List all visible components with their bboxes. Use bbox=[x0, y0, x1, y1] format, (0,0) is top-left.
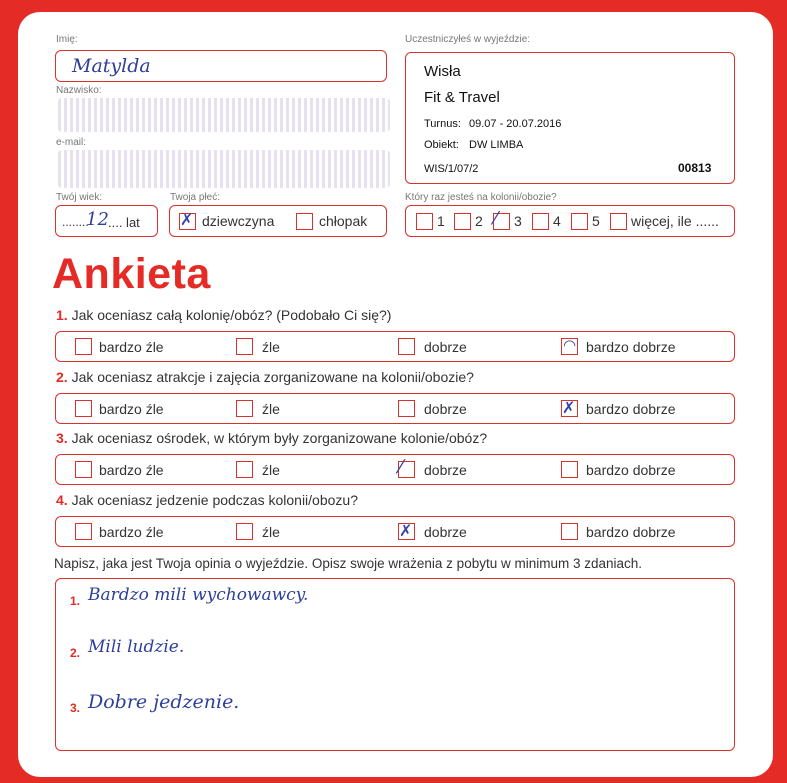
times-checkbox-5[interactable] bbox=[571, 213, 588, 230]
email-label: e-mail: bbox=[56, 137, 87, 148]
trip-name: Fit & Travel bbox=[424, 89, 500, 106]
times-option-3: 3 bbox=[514, 213, 522, 229]
gender-option-girl: dziewczyna bbox=[202, 213, 275, 229]
q4-option-bad: źle bbox=[262, 524, 280, 540]
opinion-line-2-number: 2. bbox=[70, 646, 81, 660]
q3-option-very-good: bardzo dobrze bbox=[586, 462, 676, 478]
question-3-options bbox=[55, 454, 735, 485]
question-1-options bbox=[55, 331, 735, 362]
q3-checkbox-very-good[interactable] bbox=[561, 461, 578, 478]
times-check-mark: ⁄ bbox=[494, 208, 498, 229]
question-2-text: Jak oceniasz atrakcje i zajęcia zorganizowane na kolonii/obozie? bbox=[71, 369, 474, 385]
surname-redacted bbox=[58, 98, 390, 132]
name-value: Matylda bbox=[72, 55, 151, 77]
age-field[interactable] bbox=[55, 205, 158, 237]
q3-option-good: dobrze bbox=[424, 462, 467, 478]
age-suffix: .... lat bbox=[108, 215, 140, 230]
q2-checkbox-bad[interactable] bbox=[236, 400, 253, 417]
gender-checkbox-girl[interactable] bbox=[179, 210, 196, 230]
page-title: Ankieta bbox=[52, 250, 211, 298]
times-label: Który raz jesteś na kolonii/obozie? bbox=[405, 192, 557, 203]
question-1-number: 1. bbox=[56, 307, 68, 323]
question-3-text: Jak oceniasz ośrodek, w którym były zorganizowane kolonie/obóz? bbox=[71, 430, 488, 446]
times-option-more: więcej, ile ...... bbox=[631, 213, 719, 229]
age-label: Twój wiek: bbox=[56, 192, 103, 203]
times-checkbox-3[interactable] bbox=[493, 208, 510, 230]
gender-option-boy: chłopak bbox=[319, 213, 368, 229]
q3-checkbox-good[interactable] bbox=[398, 456, 415, 478]
times-checkbox-more[interactable] bbox=[610, 213, 627, 230]
question-3 bbox=[56, 430, 487, 446]
q1-option-very-bad: bardzo źle bbox=[99, 339, 164, 355]
turnus-value: 09.07 - 20.07.2016 bbox=[469, 118, 562, 130]
q1-checkbox-bad[interactable] bbox=[236, 338, 253, 355]
times-option-4: 4 bbox=[553, 213, 561, 229]
trip-info-box bbox=[405, 52, 735, 184]
name-label: Imię: bbox=[56, 34, 78, 45]
question-4-options bbox=[55, 516, 735, 547]
q3-checkbox-bad[interactable] bbox=[236, 461, 253, 478]
q2-checkbox-very-good[interactable] bbox=[561, 400, 578, 417]
times-option-1: 1 bbox=[437, 213, 445, 229]
times-option-2: 2 bbox=[475, 213, 483, 229]
q2-check-mark: ✗ bbox=[562, 398, 576, 417]
q1-option-very-good: bardzo dobrze bbox=[586, 339, 676, 355]
q4-option-good: dobrze bbox=[424, 524, 467, 540]
q3-checkbox-very-bad[interactable] bbox=[75, 461, 92, 478]
trip-code: WIS/1/07/2 bbox=[424, 163, 479, 175]
question-2 bbox=[56, 369, 474, 385]
opinion-line-1-text: Bardzo mili wychowawcy. bbox=[88, 585, 309, 605]
surname-label: Nazwisko: bbox=[56, 85, 102, 96]
object-label: Obiekt: bbox=[424, 139, 459, 151]
opinion-line-3-number: 3. bbox=[70, 701, 81, 715]
question-1-text: Jak oceniasz całą kolonię/obóz? (Podobało Ci się?) bbox=[71, 307, 392, 323]
q2-option-very-good: bardzo dobrze bbox=[586, 401, 676, 417]
question-2-number: 2. bbox=[56, 369, 68, 385]
object-value: DW LIMBA bbox=[469, 139, 524, 151]
q1-checkbox-very-good[interactable] bbox=[561, 338, 578, 355]
age-value: 12 bbox=[86, 209, 109, 230]
gender-checkbox-boy[interactable] bbox=[296, 213, 313, 230]
times-option-5: 5 bbox=[592, 213, 600, 229]
age-prefix: ........ bbox=[62, 215, 89, 229]
opinion-textarea[interactable] bbox=[55, 578, 735, 751]
q3-check-mark: ⁄ bbox=[399, 456, 403, 478]
q2-option-bad: źle bbox=[262, 401, 280, 417]
trip-label: Uczestniczyłeś w wyjeździe: bbox=[405, 34, 531, 45]
q4-checkbox-good[interactable] bbox=[398, 523, 415, 540]
question-4-number: 4. bbox=[56, 492, 68, 508]
gender-check-mark: ✗ bbox=[180, 210, 194, 229]
question-4 bbox=[56, 492, 358, 508]
trip-place: Wisła bbox=[424, 63, 461, 80]
q1-option-bad: źle bbox=[262, 339, 280, 355]
question-1 bbox=[56, 307, 391, 323]
trip-number: 00813 bbox=[678, 161, 712, 175]
q2-option-very-bad: bardzo źle bbox=[99, 401, 164, 417]
q2-option-good: dobrze bbox=[424, 401, 467, 417]
opinion-line-1-number: 1. bbox=[70, 594, 81, 608]
times-checkbox-2[interactable] bbox=[454, 213, 471, 230]
opinion-line-3-text: Dobre jedzenie. bbox=[88, 691, 240, 713]
name-field[interactable] bbox=[55, 50, 387, 82]
q2-checkbox-very-bad[interactable] bbox=[75, 400, 92, 417]
opinion-prompt: Napisz, jaka jest Twoja opinia o wyjeździe. Opisz swoje wrażenia z pobytu w minimum 3 zdaniach. bbox=[54, 556, 643, 571]
q3-option-bad: źle bbox=[262, 462, 280, 478]
q3-option-very-bad: bardzo źle bbox=[99, 462, 164, 478]
turnus-label: Turnus: bbox=[424, 118, 461, 130]
q4-checkbox-very-good[interactable] bbox=[561, 523, 578, 540]
gender-field bbox=[169, 205, 387, 237]
q1-checkbox-good[interactable] bbox=[398, 338, 415, 355]
opinion-line-2-text: Mili ludzie. bbox=[88, 637, 185, 657]
times-checkbox-4[interactable] bbox=[532, 213, 549, 230]
q1-check-mark: ◠ bbox=[563, 336, 577, 354]
email-redacted bbox=[58, 150, 390, 188]
q1-checkbox-very-bad[interactable] bbox=[75, 338, 92, 355]
q4-checkbox-bad[interactable] bbox=[236, 523, 253, 540]
q1-option-good: dobrze bbox=[424, 339, 467, 355]
q4-option-very-bad: bardzo źle bbox=[99, 524, 164, 540]
gender-label: Twoja płeć: bbox=[170, 192, 221, 203]
question-2-options bbox=[55, 393, 735, 424]
q4-checkbox-very-bad[interactable] bbox=[75, 523, 92, 540]
q4-check-mark: ✗ bbox=[399, 521, 413, 540]
times-checkbox-1[interactable] bbox=[416, 213, 433, 230]
question-4-text: Jak oceniasz jedzenie podczas kolonii/obozu? bbox=[71, 492, 358, 508]
q2-checkbox-good[interactable] bbox=[398, 400, 415, 417]
survey-form bbox=[18, 12, 773, 777]
q4-option-very-good: bardzo dobrze bbox=[586, 524, 676, 540]
question-3-number: 3. bbox=[56, 430, 68, 446]
times-field bbox=[405, 205, 735, 237]
